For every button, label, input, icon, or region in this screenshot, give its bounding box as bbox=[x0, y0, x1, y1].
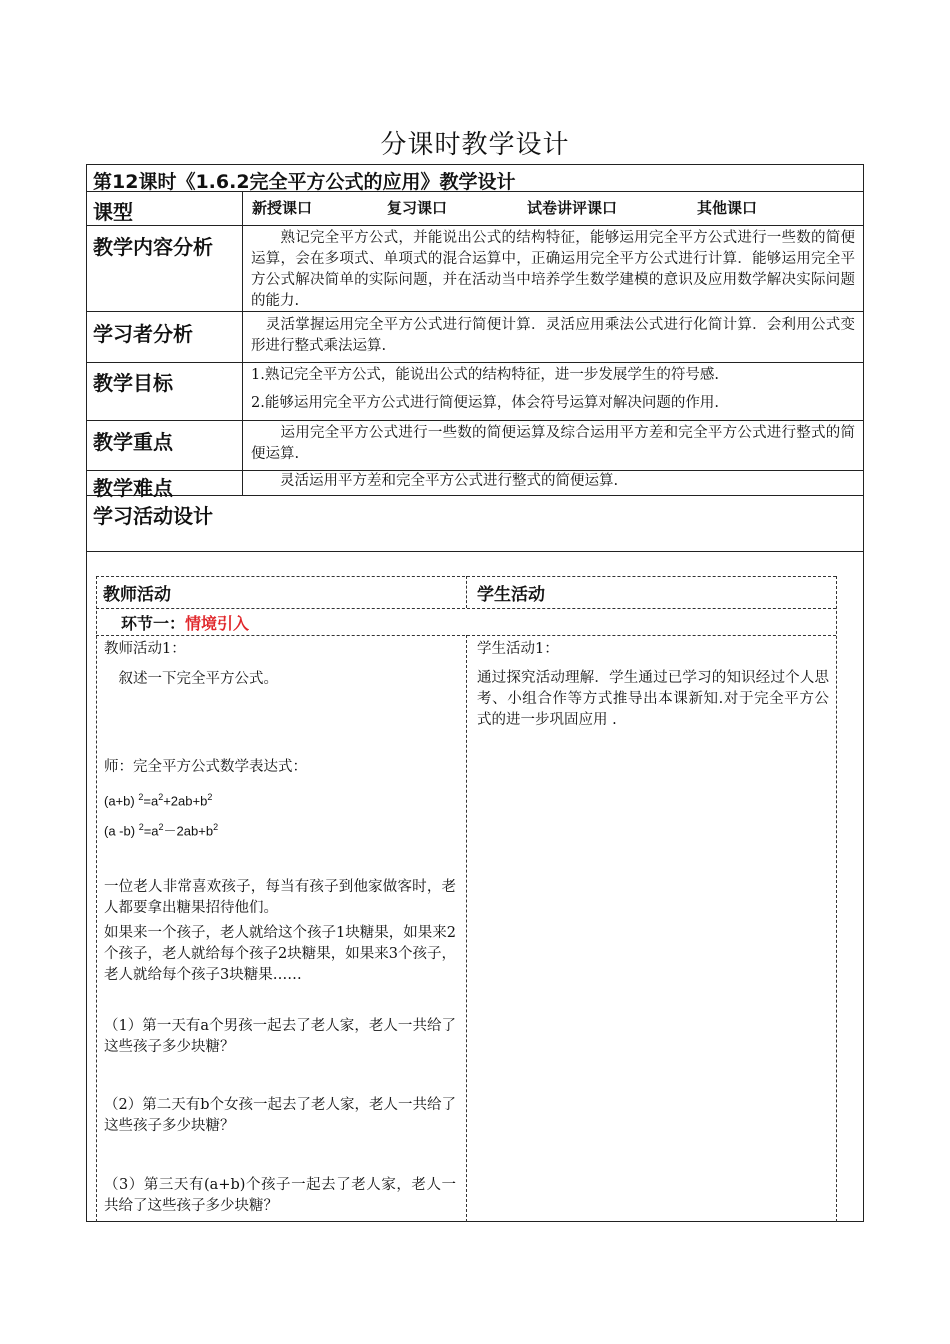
course-type-label: 课型 bbox=[93, 200, 133, 224]
lesson-title: 第12课时《1.6.2完全平方公式的应用》教学设计 bbox=[93, 171, 516, 193]
activity-design-label: 学习活动设计 bbox=[93, 504, 213, 528]
teacher-paragraph: 如果来一个孩子，老人就给这个孩子1块糖果，如果来2个孩子，老人就给每个孩子2块糖果，如果来3个孩子，老人就给每个孩子3块糖果…… bbox=[104, 925, 456, 983]
stage-heading bbox=[121, 611, 249, 634]
superscript: 2 bbox=[158, 822, 164, 832]
formula-difference-square bbox=[104, 817, 218, 841]
formula-part: (a -b) bbox=[104, 823, 136, 839]
course-type-review[interactable]: 复习课口 bbox=[387, 199, 448, 217]
question-item: （3）第三天有(a+b)个孩子一起去了老人家，老人一共给了这些孩子多少块糖？ bbox=[104, 1177, 456, 1214]
superscript: 2 bbox=[213, 822, 219, 832]
teacher-paragraph: 一位老人非常喜欢孩子，每当有孩子到他家做客时，老人都要拿出糖果招待他们。 bbox=[104, 879, 456, 916]
teacher-paragraph: 师：完全平方公式数学表达式： bbox=[104, 759, 307, 775]
course-type-exam-review[interactable]: 试卷讲评课口 bbox=[527, 199, 618, 217]
student-activity-title: 学生活动1： bbox=[477, 641, 559, 657]
key-points-label: 教学重点 bbox=[93, 430, 173, 454]
course-type-new[interactable]: 新授课口 bbox=[252, 199, 313, 217]
question-item: （2）第二天有b个女孩一起去了老人家，老人一共给了这些孩子多少块糖？ bbox=[104, 1097, 457, 1134]
difficulties-text: 灵活运用平方差和完全平方公式进行整式的简便运算. bbox=[251, 473, 619, 489]
question-item: （1）第一天有a个男孩一起去了老人家，老人一共给了这些孩子多少块糖？ bbox=[104, 1018, 456, 1055]
key-points-text: 运用完全平方公式进行一些数的简便运算及综合运用平方差和完全平方公式进行整式的简便运算. bbox=[251, 425, 855, 462]
objective-item: 1.熟记完全平方公式，能说出公式的结构特征，进一步发展学生的符号感. bbox=[251, 367, 719, 383]
objective-item: 2.能够运用完全平方公式进行简便运算，体会符号运算对解决问题的作用. bbox=[251, 395, 719, 411]
teacher-activity-title: 教师活动1： bbox=[104, 641, 186, 657]
teacher-paragraph: 叙述一下完全平方公式。 bbox=[104, 671, 278, 687]
superscript: 2 bbox=[138, 822, 144, 832]
course-type-options bbox=[252, 197, 852, 219]
page-title: 分课时教学设计 bbox=[380, 130, 570, 160]
formula-part: +2ab+b bbox=[163, 793, 208, 809]
superscript: 2 bbox=[158, 792, 164, 802]
superscript: 2 bbox=[138, 792, 144, 802]
content-analysis-text: 熟记完全平方公式，并能说出公式的结构特征，能够运用完全平方公式进行一些数的简便运算，会在多项式、单项式的混合运算中，正确运用完全平方公式进行计算．能够运用完全平方公式解决简单的实际问题，并在活动当中培养学生数学建模的意识及应用数学解决实际问题的能力. bbox=[251, 230, 855, 309]
superscript: 2 bbox=[207, 792, 213, 802]
learner-analysis-label: 学习者分析 bbox=[93, 322, 193, 346]
stage-prefix: 环节一： bbox=[121, 614, 186, 633]
formula-part: =a bbox=[143, 823, 159, 839]
student-paragraph: 通过探究活动理解．学生通过已学习的知识经过个人思考、小组合作等方式推导出本课新知.对于完全平方公式的进一步巩固应用 . bbox=[477, 670, 829, 728]
formula-part: (a+b) bbox=[104, 793, 135, 809]
difficulties-label: 教学难点 bbox=[93, 476, 173, 500]
learner-analysis-text: 灵活掌握运用完全平方公式进行简便计算．灵活应用乘法公式进行化简计算．会利用公式变形进行整式乘法运算. bbox=[251, 317, 855, 354]
content-analysis-label: 教学内容分析 bbox=[93, 235, 213, 259]
lesson-plan-table bbox=[86, 164, 864, 1222]
formula-part: =a bbox=[143, 793, 159, 809]
stage-name: 情境引入 bbox=[185, 614, 250, 633]
formula-sum-square bbox=[104, 787, 212, 811]
objectives-label: 教学目标 bbox=[93, 371, 173, 395]
course-type-other[interactable]: 其他课口 bbox=[697, 199, 758, 217]
student-activity-header: 学生活动 bbox=[477, 585, 545, 605]
formula-part: －2ab+b bbox=[163, 823, 214, 839]
teacher-activity-header: 教师活动 bbox=[103, 585, 171, 605]
